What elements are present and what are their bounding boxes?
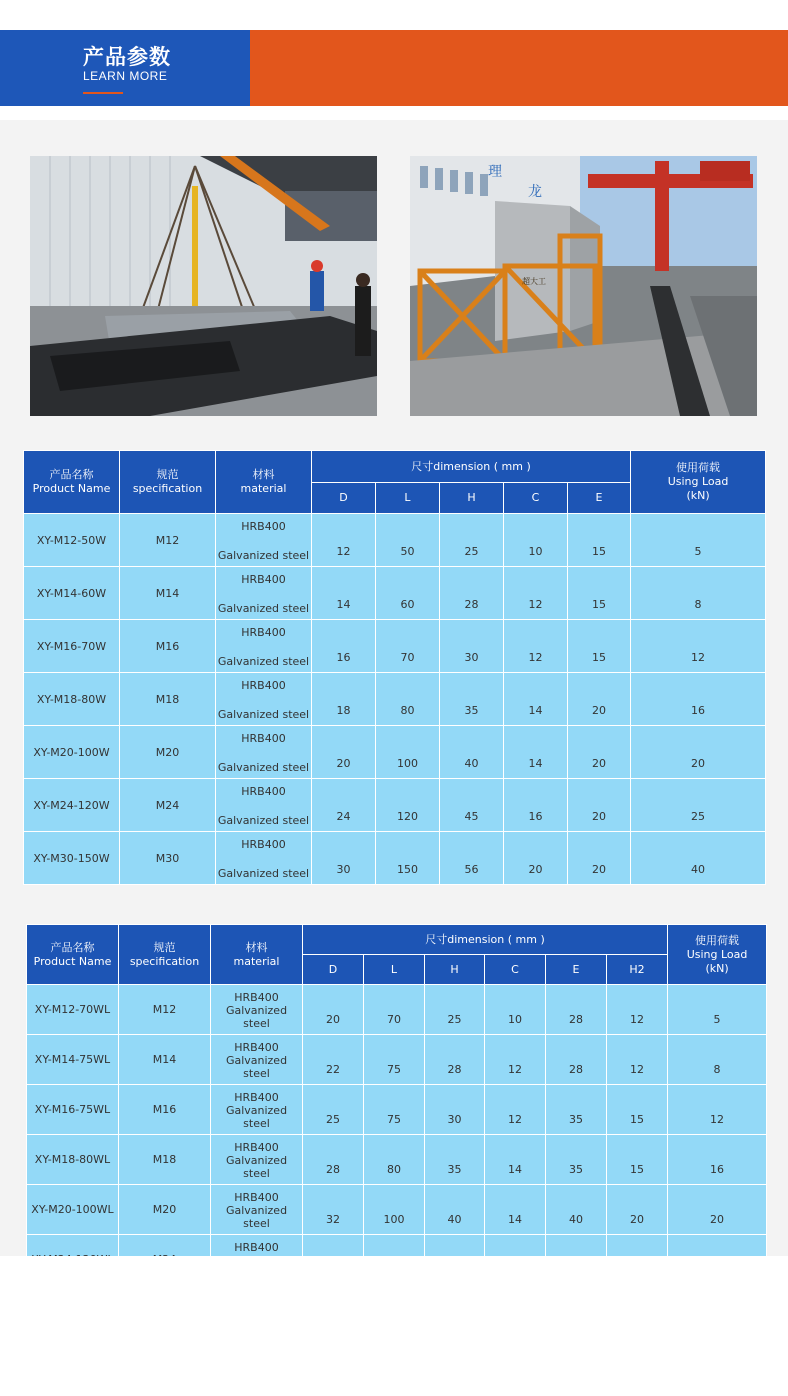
material-finish: Galvanized steel — [217, 761, 310, 774]
material-grade: HRB400 — [234, 1141, 279, 1154]
product-name-cell: XY-M16-75WL — [27, 1085, 119, 1135]
specification-cell: M16 — [120, 620, 216, 673]
dimension-cell: 28 — [440, 567, 504, 620]
svg-text:理: 理 — [488, 164, 502, 180]
dimension-cell: 56 — [440, 832, 504, 885]
product-name-cell: XY-M20-100W — [24, 726, 120, 779]
product-name-cell: XY-M30-150W — [24, 832, 120, 885]
gantry-yard-photo — [410, 156, 757, 416]
using-load-cell: 16 — [668, 1135, 767, 1185]
dimension-cell: 35 — [425, 1135, 485, 1185]
dimension-cell: 35 — [440, 673, 504, 726]
dimension-cell: 12 — [607, 985, 668, 1035]
material-cell — [211, 1035, 303, 1085]
table-row — [24, 673, 766, 726]
using-load-cell: 8 — [668, 1035, 767, 1085]
table-row — [24, 832, 766, 885]
material-cell — [211, 985, 303, 1035]
dimension-cell: 20 — [568, 673, 631, 726]
dimension-cell: 28 — [546, 1035, 607, 1085]
dimension-cell: 14 — [504, 673, 568, 726]
dimension-cell: 16 — [312, 620, 376, 673]
material-finish: Galvanized steel — [217, 814, 310, 827]
dimension-cell: 32 — [303, 1185, 364, 1235]
dimension-cell: 75 — [364, 1085, 425, 1135]
dimension-cell: 28 — [425, 1035, 485, 1085]
material-grade: HRB400 — [234, 991, 279, 1004]
dimension-cell: 80 — [376, 673, 440, 726]
material-cell — [211, 1085, 303, 1135]
table-row — [27, 1185, 767, 1235]
specification-cell: M30 — [120, 832, 216, 885]
table-row — [27, 1135, 767, 1185]
product-name-cell: XY-M24-120W — [24, 779, 120, 832]
dimension-cell: 10 — [485, 985, 546, 1035]
dimension-cell: 12 — [504, 567, 568, 620]
banner-subtitle: LEARN MORE — [83, 69, 168, 83]
col-header-h: H — [440, 483, 504, 514]
material-grade: HRB400 — [241, 520, 286, 533]
col-header-using-load: 使用荷载 Using Load (kN) — [631, 451, 766, 514]
dimension-cell: 20 — [607, 1185, 668, 1235]
col-header-product-name: 产品名称 Product Name — [24, 451, 120, 514]
dimension-cell: 15 — [568, 514, 631, 567]
dimension-cell: 12 — [485, 1085, 546, 1135]
dimension-cell: 12 — [312, 514, 376, 567]
product-name-cell: XY-M12-70WL — [27, 985, 119, 1035]
using-load-cell: 20 — [631, 726, 766, 779]
using-load-cell: 8 — [631, 567, 766, 620]
using-load-cell: 5 — [631, 514, 766, 567]
product-name-cell: XY-M12-50W — [24, 514, 120, 567]
material-cell — [216, 779, 312, 832]
dimension-cell: 10 — [504, 514, 568, 567]
dimension-cell: 28 — [303, 1135, 364, 1185]
product-name-cell: XY-M18-80W — [24, 673, 120, 726]
dimension-cell: 12 — [607, 1035, 668, 1085]
material-finish: Galvanized steel — [217, 655, 310, 668]
dimension-cell: 150 — [376, 832, 440, 885]
col-header-specification: 规范 specification — [119, 925, 211, 985]
dimension-cell: 45 — [440, 779, 504, 832]
dimension-cell: 100 — [376, 726, 440, 779]
product-name-cell: XY-M16-70W — [24, 620, 120, 673]
dimension-cell: 15 — [607, 1085, 668, 1135]
dimension-cell: 18 — [312, 673, 376, 726]
dimension-cell: 20 — [568, 779, 631, 832]
spec-table-w-series — [23, 450, 766, 885]
col-header-e: E — [546, 955, 607, 985]
product-name-cell: XY-M14-60W — [24, 567, 120, 620]
banner-title: 产品参数 — [83, 45, 171, 69]
material-finish: Galvanized steel — [225, 1204, 288, 1230]
dimension-cell: 14 — [485, 1185, 546, 1235]
dimension-cell: 14 — [485, 1135, 546, 1185]
material-grade: HRB400 — [234, 1041, 279, 1054]
dimension-cell: 16 — [504, 779, 568, 832]
banner-underline — [83, 92, 123, 94]
bottom-spacer — [0, 1256, 788, 1396]
using-load-cell: 5 — [668, 985, 767, 1035]
material-grade: HRB400 — [241, 785, 286, 798]
material-grade: HRB400 — [241, 838, 286, 851]
dimension-cell: 35 — [546, 1135, 607, 1185]
table-row — [27, 1035, 767, 1085]
using-load-cell: 12 — [668, 1085, 767, 1135]
specification-cell: M14 — [120, 567, 216, 620]
dimension-cell: 25 — [303, 1085, 364, 1135]
specification-cell: M20 — [120, 726, 216, 779]
material-finish: Galvanized steel — [217, 602, 310, 615]
dimension-cell: 20 — [504, 832, 568, 885]
material-finish: Galvanized steel — [225, 1054, 288, 1080]
dimension-cell: 25 — [425, 985, 485, 1035]
svg-text:超大工: 超大工 — [522, 277, 546, 286]
dimension-cell: 12 — [485, 1035, 546, 1085]
dimension-cell: 15 — [568, 620, 631, 673]
dimension-cell: 15 — [607, 1135, 668, 1185]
col-header-product-name: 产品名称 Product Name — [27, 925, 119, 985]
material-grade: HRB400 — [241, 626, 286, 639]
dimension-cell: 120 — [376, 779, 440, 832]
dimension-cell: 70 — [376, 620, 440, 673]
col-header-dimension: 尺寸dimension ( mm ) — [312, 451, 631, 483]
material-cell — [216, 832, 312, 885]
col-header-d: D — [303, 955, 364, 985]
dimension-cell: 100 — [364, 1185, 425, 1235]
dimension-cell: 75 — [364, 1035, 425, 1085]
dimension-cell: 20 — [568, 726, 631, 779]
dimension-cell: 70 — [364, 985, 425, 1035]
dimension-cell: 20 — [303, 985, 364, 1035]
material-grade: HRB400 — [241, 732, 286, 745]
dimension-cell: 28 — [546, 985, 607, 1035]
using-load-cell: 16 — [631, 673, 766, 726]
col-header-material: 材料 material — [211, 925, 303, 985]
material-cell — [216, 514, 312, 567]
table-row — [24, 620, 766, 673]
dimension-cell: 35 — [546, 1085, 607, 1135]
product-name-cell: XY-M14-75WL — [27, 1035, 119, 1085]
material-finish: Galvanized steel — [225, 1104, 288, 1130]
table-row — [24, 779, 766, 832]
using-load-cell: 12 — [631, 620, 766, 673]
table-row — [27, 1085, 767, 1135]
col-header-c: C — [485, 955, 546, 985]
specification-cell: M18 — [119, 1135, 211, 1185]
factory-crane-photo — [30, 156, 377, 416]
material-finish: Galvanized steel — [217, 708, 310, 721]
specification-cell: M14 — [119, 1035, 211, 1085]
specification-cell: M24 — [120, 779, 216, 832]
dimension-cell: 20 — [312, 726, 376, 779]
dimension-cell: 40 — [440, 726, 504, 779]
dimension-cell: 12 — [504, 620, 568, 673]
specification-cell: M12 — [119, 985, 211, 1035]
col-header-l: L — [376, 483, 440, 514]
dimension-cell: 40 — [546, 1185, 607, 1235]
product-name-cell: XY-M20-100WL — [27, 1185, 119, 1235]
material-cell — [211, 1185, 303, 1235]
col-header-d: D — [312, 483, 376, 514]
banner-orange-block — [250, 30, 788, 106]
specification-cell: M16 — [119, 1085, 211, 1135]
dimension-cell: 30 — [425, 1085, 485, 1135]
section-banner — [0, 30, 788, 106]
col-header-h: H — [425, 955, 485, 985]
table-row — [27, 985, 767, 1035]
col-header-h2: H2 — [607, 955, 668, 985]
specification-cell: M20 — [119, 1185, 211, 1235]
material-grade: HRB400 — [234, 1191, 279, 1204]
dimension-cell: 80 — [364, 1135, 425, 1185]
material-finish: Galvanized steel — [225, 1154, 288, 1180]
col-header-using-load: 使用荷载 Using Load (kN) — [668, 925, 767, 985]
dimension-cell: 30 — [440, 620, 504, 673]
material-finish: Galvanized steel — [225, 1004, 288, 1030]
material-cell — [216, 620, 312, 673]
specification-cell: M12 — [120, 514, 216, 567]
dimension-cell: 15 — [568, 567, 631, 620]
dimension-cell: 24 — [312, 779, 376, 832]
dimension-cell: 22 — [303, 1035, 364, 1085]
dimension-cell: 25 — [440, 514, 504, 567]
product-name-cell: XY-M18-80WL — [27, 1135, 119, 1185]
material-finish: Galvanized steel — [217, 867, 310, 880]
col-header-dimension: 尺寸dimension ( mm ) — [303, 925, 668, 955]
material-grade: HRB400 — [234, 1091, 279, 1104]
dimension-cell: 14 — [504, 726, 568, 779]
svg-text:龙: 龙 — [528, 184, 542, 200]
dimension-cell: 40 — [425, 1185, 485, 1235]
banner-blue-block — [0, 30, 250, 106]
specification-cell: M18 — [120, 673, 216, 726]
col-header-l: L — [364, 955, 425, 985]
material-grade: HRB400 — [234, 1241, 279, 1254]
col-header-material: 材料 material — [216, 451, 312, 514]
col-header-c: C — [504, 483, 568, 514]
col-header-specification: 规范 specification — [120, 451, 216, 514]
table-row — [24, 726, 766, 779]
dimension-cell: 30 — [312, 832, 376, 885]
material-grade: HRB400 — [241, 573, 286, 586]
table-row — [24, 514, 766, 567]
top-spacer — [0, 0, 788, 30]
using-load-cell: 25 — [631, 779, 766, 832]
material-grade: HRB400 — [241, 679, 286, 692]
dimension-cell: 60 — [376, 567, 440, 620]
col-header-e: E — [568, 483, 631, 514]
dimension-cell: 50 — [376, 514, 440, 567]
dimension-cell: 14 — [312, 567, 376, 620]
material-cell — [216, 726, 312, 779]
dimension-cell: 20 — [568, 832, 631, 885]
material-cell — [216, 673, 312, 726]
material-cell — [216, 567, 312, 620]
using-load-cell: 20 — [668, 1185, 767, 1235]
material-cell — [211, 1135, 303, 1185]
using-load-cell: 40 — [631, 832, 766, 885]
table-row — [24, 567, 766, 620]
material-finish: Galvanized steel — [217, 549, 310, 562]
